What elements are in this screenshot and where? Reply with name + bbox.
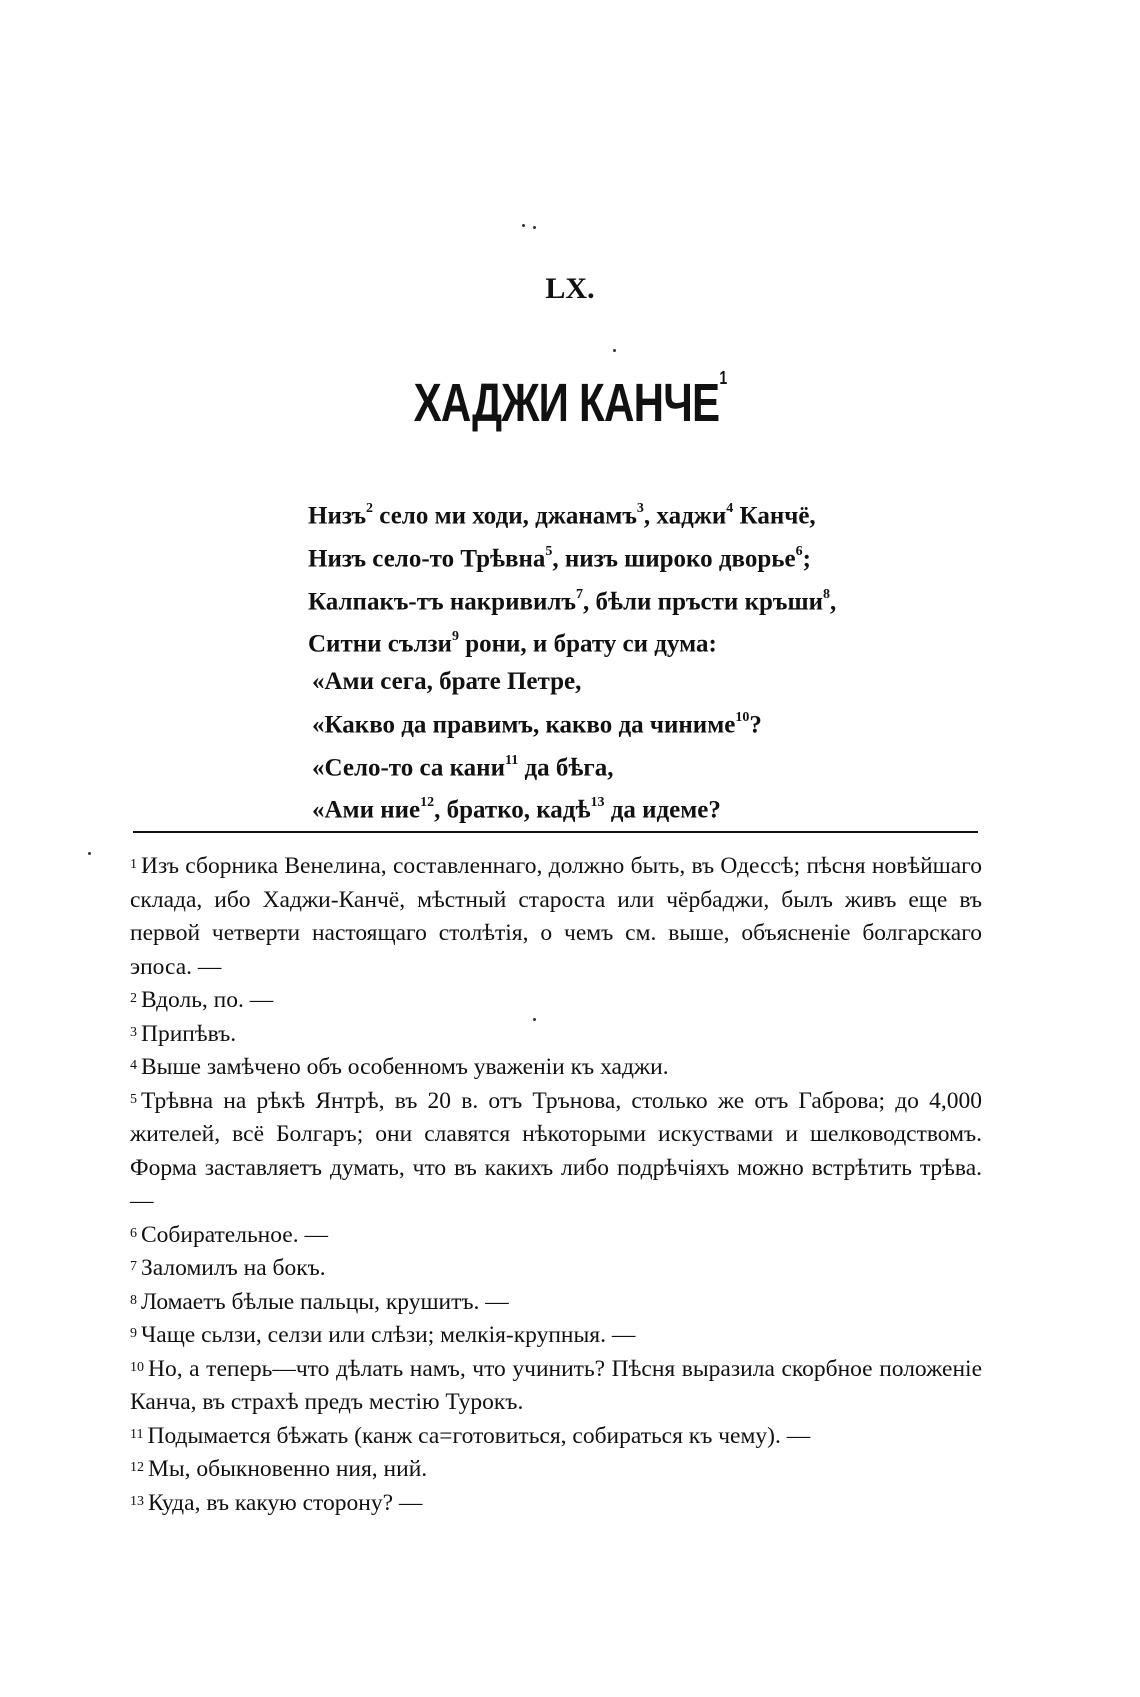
paper-speck (613, 349, 616, 352)
footnote-text: Ломаетъ бѣлые пальцы, крушитъ. — (141, 1288, 509, 1315)
footnote (130, 850, 982, 984)
paper-speck (533, 1018, 536, 1021)
poem-line (308, 578, 868, 621)
footnote (130, 1085, 982, 1219)
paper-speck (522, 224, 525, 227)
footnote-number: 2 (130, 991, 137, 1006)
poem-text: «Ами сега, брате Петре, (312, 668, 582, 696)
poem-text: село ми ходи, джанамъ (373, 502, 637, 530)
poem-text: «Ами ние (312, 796, 421, 824)
footnote-text: Выше замѣчено объ особенномъ уваженіи къ хаджи. (141, 1054, 669, 1080)
poem-text: , хаджи (643, 502, 727, 530)
poem-text: да идеме? (604, 796, 721, 824)
footnote-ref: 10 (735, 709, 750, 725)
footnote-text: Но, а теперь—что дѣлать намъ, что учинить? Пѣсня выразила скорбное положеніе Канча, въ страхѣ предъ местію Турокъ. (130, 1355, 982, 1415)
footnote-ref: 6 (795, 543, 803, 559)
title-footnote-ref: 1 (719, 368, 727, 388)
footnote-text: Изъ сборника Венелина, составленнаго, должно быть, въ Одессѣ; пѣсня новѣйшаго склада, ибо Хаджи-Канчё, мѣстный староста или чёрбаджи, былъ живъ еще въ первой четверти настоящаго столѣтія, о чемъ см. выше, объясненіе болгарскаго эпоса. — (130, 853, 982, 980)
footnote (130, 1286, 982, 1320)
footnote-number: 11 (130, 1426, 144, 1442)
footnote-text: Мы, обыкновенно ния, ний. (148, 1456, 428, 1482)
poem-line (308, 663, 868, 701)
footnote (130, 1018, 982, 1052)
footnote (130, 1319, 982, 1353)
poem-text: Низъ (308, 502, 367, 530)
footnote-text: Вдоль, по. — (141, 987, 274, 1013)
footnote-text: Заломилъ на бокъ. (141, 1255, 326, 1281)
footnote-ref: 2 (366, 501, 374, 516)
footnote (130, 1051, 982, 1085)
footnote-number: 8 (130, 1292, 137, 1308)
footnote-text: Собирательное. — (141, 1221, 328, 1248)
song-title (125, 368, 1014, 434)
footnote-ref: 8 (822, 586, 830, 602)
poem-line (308, 786, 868, 829)
footnote (130, 1252, 982, 1286)
poem-text: Низъ село-то Трѣвна (308, 545, 546, 573)
footnote-number: 5 (130, 1091, 137, 1107)
footnote-ref: 7 (575, 586, 583, 602)
footnote (130, 1487, 982, 1521)
poem-text: Канчё, (733, 502, 816, 530)
footnote-text: Чаще сьлзи, селзи или слѣзи; мелкія-крупныя. — (141, 1322, 636, 1348)
poem-text: да бѣга, (518, 753, 614, 781)
paper-speck (533, 226, 536, 229)
footnote (130, 1353, 982, 1420)
footnote-text: Куда, въ какую сторону? — (148, 1489, 423, 1516)
poem-text: ; (802, 545, 811, 573)
poem-text: Калпакъ-тъ накривилъ (308, 587, 576, 615)
poem-text: Ситни сълзи (308, 630, 452, 658)
song-title-text: ХАДЖИ КАНЧЕ (413, 373, 720, 433)
footnote-number: 7 (130, 1259, 137, 1274)
poem-line (308, 701, 868, 744)
footnote-ref: 4 (726, 501, 734, 516)
footnote-number: 12 (130, 1460, 144, 1475)
poem-text: , (829, 587, 837, 615)
poem-line (308, 620, 868, 663)
poem-text: «Какво да правимъ, какво да чиниме (312, 711, 736, 739)
footnote-divider (133, 831, 978, 833)
poem-line (308, 492, 868, 535)
poem-text: , братко, кадѣ (434, 796, 591, 824)
footnote (130, 984, 982, 1018)
footnote-number: 13 (130, 1493, 144, 1509)
poem-text: рони, и брату си дума: (458, 630, 717, 658)
footnote-ref: 13 (590, 795, 605, 811)
footnote-ref: 12 (420, 795, 435, 811)
footnote-number: 3 (130, 1024, 137, 1040)
poem-text: , низъ широко дворье (552, 545, 796, 573)
footnote-text: Подымается бѣжать (канж са=готовиться, собираться къ чему). — (147, 1422, 811, 1449)
footnote-text: Припѣвъ. (141, 1020, 237, 1047)
footnote-number: 1 (130, 857, 137, 872)
poem-text: ? (749, 711, 762, 739)
footnote-number: 10 (130, 1359, 144, 1375)
footnote (130, 1420, 982, 1454)
paper-speck (88, 852, 91, 855)
footnote-ref: 11 (505, 752, 519, 768)
footnotes (130, 850, 982, 1520)
footnote-ref: 5 (545, 543, 553, 559)
footnote-text: Трѣвна на рѣкѣ Янтрѣ, въ 20 в. отъ Трънова, столько же отъ Габрова; до 4,000 жителей, всё Болгаръ; они славятся нѣкоторыми искуствами и шелководствомъ. Форма заставляетъ думать, что въ какихъ либо подрѣчіяхъ можно встрѣтить трѣва. — (130, 1087, 982, 1214)
footnote-number: 9 (130, 1326, 137, 1341)
poem-text: , бѣли пръсти кръши (582, 587, 823, 615)
chapter-number: LX. (545, 272, 595, 305)
footnote (130, 1219, 982, 1253)
poem-line (308, 535, 868, 578)
poem-text: «Село-то са кани (312, 753, 505, 781)
footnote-number: 6 (130, 1225, 137, 1241)
footnote-number: 4 (130, 1058, 137, 1073)
footnote-ref: 3 (636, 501, 644, 516)
footnote (130, 1453, 982, 1487)
footnote-ref: 9 (451, 629, 459, 645)
poem (308, 492, 868, 829)
poem-line (308, 744, 868, 787)
